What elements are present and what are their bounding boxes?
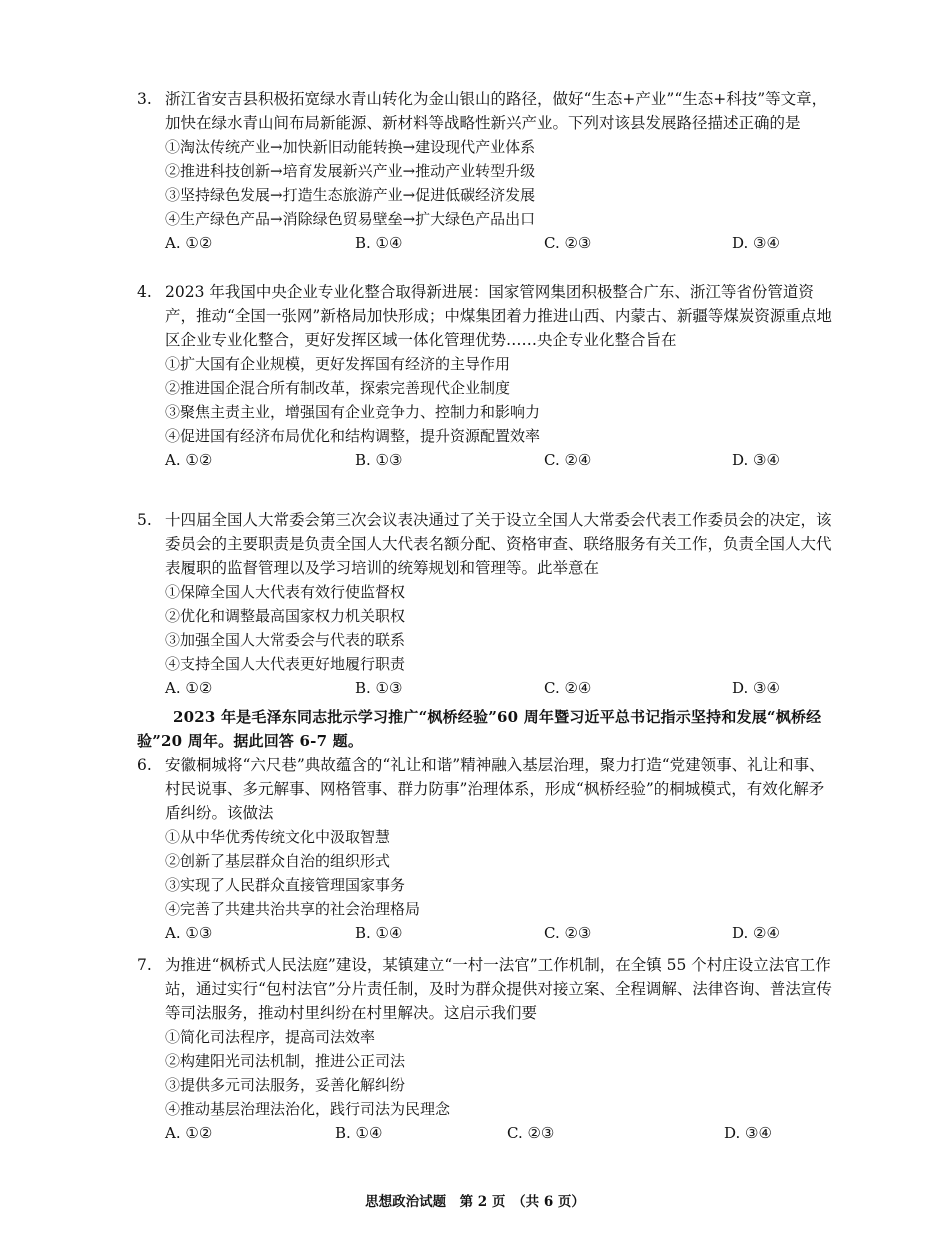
answer-choices (137, 1121, 837, 1145)
statement-4: ④支持全国人大代表更好地履行职责 (165, 655, 406, 673)
statement-2: ②优化和调整最高国家权力机关职权 (165, 607, 406, 625)
answer-choices (137, 231, 837, 255)
question-number: 7. (137, 956, 152, 974)
statement-4: ④完善了共建共治共享的社会治理格局 (165, 900, 421, 918)
choice-b: B. ①④ (355, 234, 403, 252)
choice-c: C. ②③ (544, 234, 592, 252)
statement-2: ②推进科技创新→培育发展新兴产业→推动产业转型升级 (165, 162, 536, 180)
question-text: 为推进“枫桥式人民法庭”建设，某镇建立“一村一法官”工作机制，在全镇 55 个村庄设立法官工作站，通过实行“包村法官”分片责任制，及时为群众提供对接立案、全程调解、法律咨询、普法宣传等司法服务，推动村里纠纷在村里解决。这启示我们要 (165, 956, 832, 1022)
statement-1: ①从中华优秀传统文化中汲取智慧 (165, 828, 391, 846)
statement-3: ③提供多元司法服务，妥善化解纠纷 (165, 1076, 406, 1094)
choice-d: D. ③④ (732, 679, 780, 697)
statement-4: ④推动基层治理法治化，践行司法为民理念 (165, 1100, 451, 1118)
statement-3: ③实现了人民群众直接管理国家事务 (165, 876, 406, 894)
question-text: 2023 年我国中央企业专业化整合取得新进展：国家管网集团积极整合广东、浙江等省份管道资产，推动“全国一张网”新格局加快形成；中煤集团着力推进山西、内蒙古、新疆等煤炭资源重点地区企业专业化整合，更好发挥区域一体化管理优势……央企专业化整合旨在 (165, 283, 832, 349)
question-text: 浙江省安吉县积极拓宽绿水青山转化为金山银山的路径，做好“生态+产业”“生态+科技”等文章，加快在绿水青山间布局新能源、新材料等战略性新兴产业。下列对该县发展路径描述正确的是 (165, 90, 828, 132)
question-text: 安徽桐城将“六尺巷”典故蕴含的“礼让和谐”精神融入基层治理，聚力打造“党建领事、礼让和事、村民说事、多元解事、网格管事、群力防事”治理体系，形成“枫桥经验”的桐城模式，有效化解矛盾纠纷。该做法 (165, 756, 825, 822)
section-intro (137, 705, 837, 753)
answer-choices (137, 676, 837, 700)
choice-d: D. ③④ (732, 451, 780, 469)
question-5 (137, 508, 837, 700)
choice-a: A. ①② (165, 234, 213, 252)
question-text: 十四届全国人大常委会第三次会议表决通过了关于设立全国人大常委会代表工作委员会的决定，该委员会的主要职责是负责全国人大代表名额分配、资格审查、联络服务有关工作，负责全国人大代表履职的监督管理以及学习培训的统筹规划和管理等。此举意在 (165, 511, 832, 577)
question-stem (137, 953, 837, 1025)
section-intro-text: 2023 年是毛泽东同志批示学习推广“枫桥经验”60 周年暨习近平总书记指示坚持和发展“枫桥经验”20 周年。据此回答 6-7 题。 (137, 708, 822, 750)
question-stem (137, 508, 837, 580)
question-6 (137, 753, 837, 945)
statement-1: ①简化司法程序，提高司法效率 (165, 1028, 376, 1046)
question-number: 5. (137, 511, 152, 529)
statement-4: ④生产绿色产品→消除绿色贸易壁垒→扩大绿色产品出口 (165, 210, 536, 228)
statement-2: ②构建阳光司法机制，推进公正司法 (165, 1052, 406, 1070)
question-number: 6. (137, 756, 152, 774)
statement-3: ③坚持绿色发展→打造生态旅游产业→促进低碳经济发展 (165, 186, 536, 204)
choice-d: D. ③④ (724, 1124, 772, 1142)
statement-1: ①淘汰传统产业→加快新旧动能转换→建设现代产业体系 (165, 138, 536, 156)
choice-c: C. ②④ (544, 679, 592, 697)
answer-choices (137, 448, 837, 472)
statement-1: ①保障全国人大代表有效行使监督权 (165, 583, 406, 601)
choice-a: A. ①② (165, 451, 213, 469)
choice-c: C. ②③ (544, 924, 592, 942)
question-stem (137, 280, 837, 352)
question-3 (137, 87, 837, 255)
question-stem (137, 753, 837, 825)
choice-b: B. ①③ (355, 451, 403, 469)
choice-d: D. ②④ (732, 924, 780, 942)
question-number: 4. (137, 283, 152, 301)
choice-d: D. ③④ (732, 234, 780, 252)
choice-a: A. ①② (165, 679, 213, 697)
statement-3: ③聚焦主责主业，增强国有企业竞争力、控制力和影响力 (165, 403, 541, 421)
choice-b: B. ①④ (335, 1124, 383, 1142)
answer-choices (137, 921, 837, 945)
choice-a: A. ①② (165, 1124, 213, 1142)
statement-3: ③加强全国人大常委会与代表的联系 (165, 631, 406, 649)
choice-b: B. ①④ (355, 924, 403, 942)
page-footer: 思想政治试题 第 2 页 （共 6 页） (365, 1194, 585, 1210)
statement-4: ④促进国有经济布局优化和结构调整，提升资源配置效率 (165, 427, 541, 445)
question-stem (137, 87, 837, 135)
choice-b: B. ①③ (355, 679, 403, 697)
question-7 (137, 953, 837, 1145)
choice-c: C. ②④ (544, 451, 592, 469)
statement-2: ②创新了基层群众自治的组织形式 (165, 852, 391, 870)
question-number: 3. (137, 90, 152, 108)
statement-2: ②推进国企混合所有制改革，探索完善现代企业制度 (165, 379, 511, 397)
statement-1: ①扩大国有企业规模，更好发挥国有经济的主导作用 (165, 355, 511, 373)
question-4 (137, 280, 837, 472)
choice-c: C. ②③ (507, 1124, 555, 1142)
choice-a: A. ①③ (165, 924, 213, 942)
